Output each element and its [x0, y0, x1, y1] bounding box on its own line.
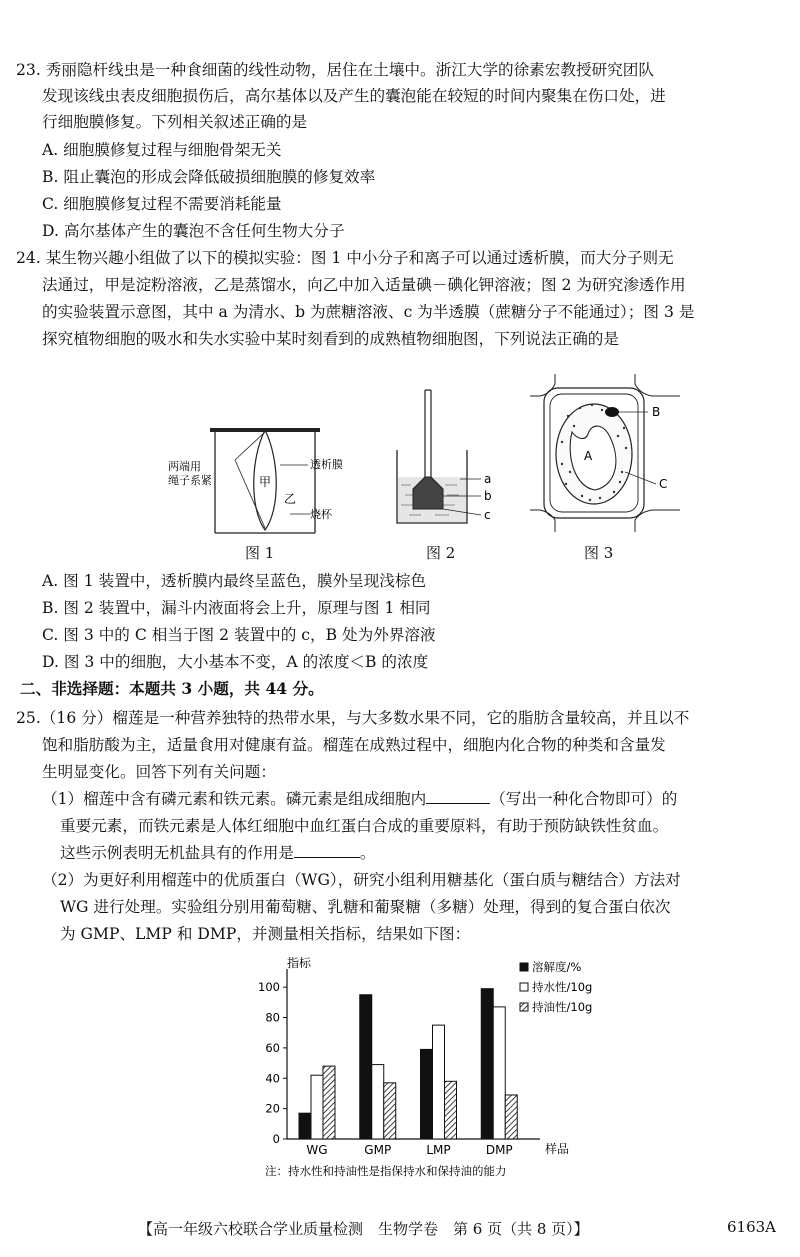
chart-legend-label: 持油性/10g: [532, 1000, 593, 1014]
chart-bar: [311, 1075, 323, 1139]
section-2-heading: 二、非选择题：本题共 3 小题，共 44 分。: [20, 679, 324, 698]
fig1-yi-label: 乙: [284, 492, 297, 506]
fig1-beaker-label: 烧杯: [310, 508, 332, 521]
figure-2-caption: 图 2: [426, 544, 456, 562]
q24-option-a: A. 图 1 装置中，透析膜内最终呈蓝色，膜外呈现浅棕色: [42, 572, 427, 590]
fig2-label-c: c: [484, 508, 491, 522]
q25-part2-line-2: WG 进行处理。实验组分别用葡萄糖、乳糖和葡聚糖（多糖）处理，得到的复合蛋白依次: [60, 898, 671, 916]
q24-stem-line-1: 24. 某生物兴趣小组做了以下的模拟实验：图 1 中小分子和离子可以通过透析膜，而大分子则无: [16, 249, 674, 267]
q25-part1-line-2: 重要元素，而铁元素是人体红细胞中血红蛋白合成的重要原料，有助于预防缺铁性贫血。: [60, 817, 669, 835]
chart-legend-label: 溶解度/%: [532, 960, 582, 974]
chart-x-tick-label: DMP: [485, 1143, 513, 1157]
chart-y-tick-label: 0: [272, 1132, 280, 1146]
q24-option-d: D. 图 3 中的细胞，大小基本不变，A 的浓度＜B 的浓度: [42, 653, 429, 671]
q25-part1-line3-text: 这些示例表明无机盐具有的作用是: [60, 844, 294, 862]
chart-legend-swatch: [520, 963, 528, 971]
chart-y-tick-label: 60: [265, 1040, 280, 1055]
chart-legend-label: 持水性/10g: [532, 980, 593, 994]
q23-option-a: A. 细胞膜修复过程与细胞骨架无关: [42, 141, 282, 159]
fig2-label-a: a: [484, 472, 492, 486]
q23-option-c: C. 细胞膜修复过程不需要消耗能量: [42, 195, 282, 213]
chart-x-tick-label: LMP: [426, 1143, 451, 1157]
q25-part1-line3-end: 。: [359, 844, 376, 862]
figure-1-dialysis: [160, 410, 400, 540]
chart-legend-swatch: [520, 983, 528, 991]
q24-stem-line-2: 法通过，甲是淀粉溶液，乙是蒸馏水，向乙中加入适量碘－碘化钾溶液；图 2 为研究渗透作用: [42, 276, 686, 294]
q25-stem-line-3: 生明显变化。回答下列有关问题：: [42, 763, 276, 781]
q25-part1-line-1: [42, 788, 677, 810]
q23-option-d: D. 高尔基体产生的囊泡不含任何生物大分子: [42, 222, 345, 240]
q25-bar-chart: [255, 955, 615, 1180]
q24-stem-line-3: 的实验装置示意图，其中 a 为清水、b 为蔗糖溶液、c 为半透膜（蔗糖分子不能通过）；图 3 是: [42, 303, 695, 321]
chart-bar: [299, 1113, 311, 1139]
q23-stem-line-1: 23. 秀丽隐杆线虫是一种食细菌的线性动物，居住在土壤中。浙江大学的徐素宏教授研究团队: [16, 61, 654, 79]
chart-bar: [493, 1007, 505, 1139]
q25-part2-line-1: （2）为更好利用榴莲中的优质蛋白（WG），研究小组利用糖基化（蛋白质与糖结合）方法对: [42, 871, 681, 889]
chart-y-tick-label: 20: [265, 1101, 280, 1116]
chart-bar: [505, 1095, 517, 1139]
chart-x-axis-label: 样品: [545, 1142, 570, 1156]
footer-title: 【高一年级六校联合学业质量检测 生物学卷 第 6 页（共 8 页）】: [138, 1220, 589, 1238]
q25-part1-text-b: （写出一种化合物即可）的: [490, 790, 678, 808]
chart-bar: [433, 1025, 445, 1139]
q24-stem-line-4: 探究植物细胞的吸水和失水实验中某时刻看到的成熟植物细胞图，下列说法正确的是: [42, 330, 619, 348]
fig1-rope-label-1: 两端用: [168, 460, 201, 473]
chart-bar: [384, 1083, 396, 1139]
fig1-rope-label-2: 绳子系紧: [168, 474, 212, 487]
fig1-membrane-label: 透析膜: [310, 458, 343, 471]
q25-part1-blank-2: [294, 843, 360, 858]
q25-part1-text-a: （1）榴莲中含有磷元素和铁元素。磷元素是组成细胞内: [42, 790, 427, 808]
figure-1-caption: 图 1: [245, 544, 275, 562]
chart-bar: [372, 1065, 384, 1139]
footer-code: 6163A: [727, 1218, 777, 1236]
chart-bar: [323, 1066, 335, 1139]
q24-option-b: B. 图 2 装置中，漏斗内液面将会上升，原理与图 1 相同: [42, 599, 431, 617]
chart-bar: [360, 995, 372, 1139]
q23-stem-line-2: 发现该线虫表皮细胞损伤后，高尔基体以及产生的囊泡能在较短的时间内聚集在伤口处，进: [42, 87, 666, 105]
q25-part1-blank-1: [426, 789, 490, 804]
q24-option-c: C. 图 3 中的 C 相当于图 2 装置中的 c，B 处为外界溶液: [42, 626, 436, 644]
chart-x-tick-label: GMP: [364, 1143, 392, 1157]
figure-3-caption: 图 3: [584, 544, 614, 562]
chart-y-tick-label: 80: [265, 1010, 280, 1025]
fig2-label-b: b: [484, 489, 492, 503]
chart-bar: [481, 989, 493, 1139]
q23-option-b: B. 阻止囊泡的形成会降低破损细胞膜的修复效率: [42, 168, 376, 186]
chart-x-tick-label: WG: [306, 1143, 328, 1157]
q25-part2-line-3: 为 GMP、LMP 和 DMP，并测量相关指标，结果如下图：: [60, 925, 471, 943]
q25-stem-line-2: 饱和脂肪酸为主，适量食用对健康有益。榴莲在成熟过程中，细胞内化合物的种类和含量发: [42, 736, 666, 754]
figure-2-osmosis: [385, 385, 505, 535]
fig3-label-c: C: [659, 477, 668, 491]
chart-legend-swatch: [520, 1003, 528, 1011]
chart-y-tick-label: 40: [265, 1071, 280, 1086]
chart-y-axis-label: 指标: [287, 956, 312, 970]
fig3-label-b: B: [652, 405, 661, 419]
fig1-jia-label: 甲: [259, 475, 272, 489]
chart-note: 注：持水性和持油性是指保持水和保持油的能力: [265, 1164, 507, 1178]
q25-stem-line-1: 25.（16 分）榴莲是一种营养独特的热带水果，与大多数水果不同，它的脂肪含量较高，并且以不: [16, 709, 690, 727]
figure-3-plant-cell: [530, 372, 680, 537]
chart-bar: [445, 1081, 457, 1139]
chart-bar: [421, 1049, 433, 1139]
q23-stem-line-3: 行细胞膜修复。下列相关叙述正确的是: [42, 113, 308, 131]
chart-y-tick-label: 100: [258, 980, 280, 995]
q25-part1-line-3: [60, 842, 376, 864]
fig3-label-a: A: [584, 449, 593, 463]
